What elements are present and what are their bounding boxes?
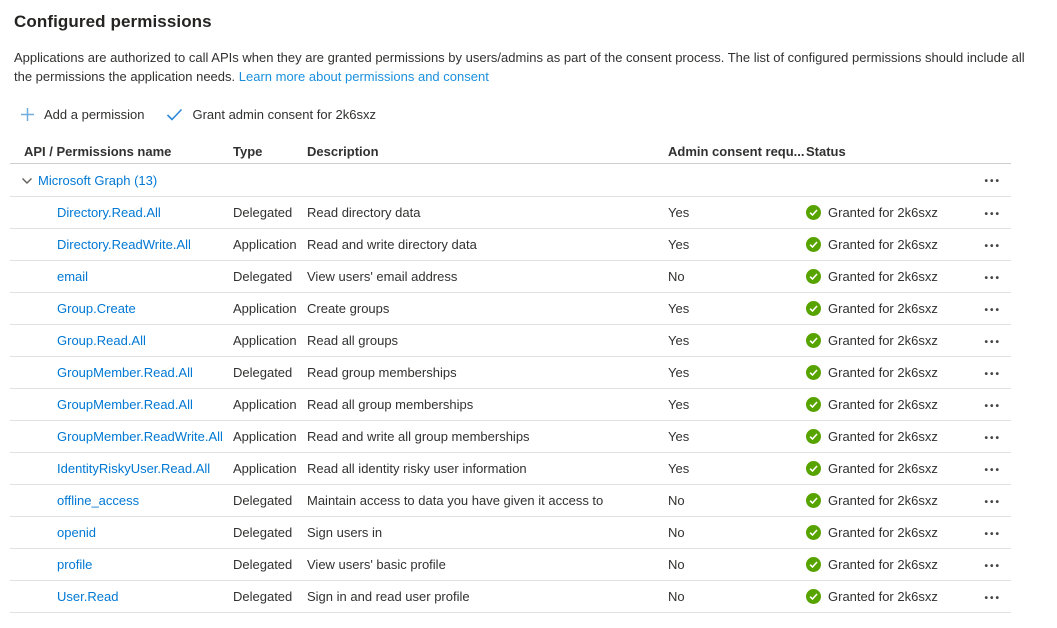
permission-name-link[interactable]: GroupMember.Read.All <box>57 365 193 380</box>
column-header-description: Description <box>307 143 379 159</box>
permission-description: Read directory data <box>307 205 421 220</box>
permission-status <box>806 333 967 348</box>
permission-row <box>10 549 1011 581</box>
permission-status <box>806 269 967 284</box>
status-text: Granted for 2k6sxz <box>828 461 938 476</box>
permission-status <box>806 237 967 252</box>
more-actions-button[interactable] <box>980 364 1005 382</box>
status-text: Granted for 2k6sxz <box>828 429 938 444</box>
permission-type: Delegated <box>233 589 293 604</box>
admin-consent-required-value: No <box>668 589 685 604</box>
granted-check-icon <box>806 365 821 380</box>
permission-name-link[interactable]: Group.Create <box>57 301 136 316</box>
permission-row <box>10 261 1011 293</box>
grant-admin-consent-button[interactable] <box>166 107 376 122</box>
permission-description: Create groups <box>307 301 390 316</box>
permission-name-link[interactable]: offline_access <box>57 493 140 508</box>
granted-check-icon <box>806 269 821 284</box>
admin-consent-required-value: No <box>668 557 685 572</box>
status-text: Granted for 2k6sxz <box>828 301 938 316</box>
permission-status <box>806 589 967 604</box>
column-header-type: Type <box>233 143 263 159</box>
admin-consent-required-value: Yes <box>668 429 690 444</box>
permission-description: Read all identity risky user information <box>307 461 527 476</box>
ellipsis-icon: ••• <box>984 272 1001 284</box>
status-text: Granted for 2k6sxz <box>828 397 938 412</box>
status-text: Granted for 2k6sxz <box>828 205 938 220</box>
more-actions-button[interactable] <box>980 396 1005 414</box>
add-permission-button[interactable] <box>20 107 144 122</box>
more-actions-button[interactable] <box>980 204 1005 222</box>
status-text: Granted for 2k6sxz <box>828 237 938 252</box>
check-icon <box>166 108 183 121</box>
table-header-row <box>10 139 1011 164</box>
permission-name-link[interactable]: Directory.Read.All <box>57 205 161 220</box>
permission-type: Delegated <box>233 493 293 508</box>
permission-description: Read all group memberships <box>307 397 474 412</box>
ellipsis-icon: ••• <box>984 464 1001 476</box>
status-text: Granted for 2k6sxz <box>828 589 938 604</box>
granted-check-icon <box>806 429 821 444</box>
permission-type: Delegated <box>233 525 293 540</box>
permission-name-link[interactable]: IdentityRiskyUser.Read.All <box>57 461 211 476</box>
permission-type: Application <box>233 461 297 476</box>
granted-check-icon <box>806 589 821 604</box>
toolbar <box>20 103 1043 125</box>
ellipsis-icon: ••• <box>984 560 1001 572</box>
permission-status <box>806 493 967 508</box>
permission-name-link[interactable]: profile <box>57 557 93 572</box>
ellipsis-icon: ••• <box>984 336 1001 348</box>
more-actions-button[interactable] <box>980 171 1005 189</box>
ellipsis-icon: ••• <box>984 208 1001 220</box>
ellipsis-icon: ••• <box>984 496 1001 508</box>
permission-status <box>806 365 967 380</box>
granted-check-icon <box>806 557 821 572</box>
permission-description: Read and write directory data <box>307 237 477 252</box>
api-group-link[interactable]: Microsoft Graph (13) <box>38 172 158 188</box>
permission-type: Application <box>233 397 297 412</box>
permission-name-link[interactable]: GroupMember.Read.All <box>57 397 193 412</box>
granted-check-icon <box>806 205 821 220</box>
granted-check-icon <box>806 397 821 412</box>
permission-description: Sign users in <box>307 525 383 540</box>
grant-admin-consent-label: Grant admin consent for 2k6sxz <box>192 106 376 122</box>
permission-type: Delegated <box>233 365 293 380</box>
permission-name-link[interactable]: User.Read <box>57 589 119 604</box>
learn-more-link[interactable]: Learn more about permissions and consent <box>238 69 489 84</box>
more-actions-button[interactable] <box>980 428 1005 446</box>
more-actions-button[interactable] <box>980 524 1005 542</box>
permission-row <box>10 197 1011 229</box>
status-text: Granted for 2k6sxz <box>828 333 938 348</box>
more-actions-button[interactable] <box>980 588 1005 606</box>
column-header-status: Status <box>806 143 846 159</box>
table-body <box>10 197 1011 613</box>
permission-row <box>10 421 1011 453</box>
permission-type: Delegated <box>233 269 293 284</box>
permission-row <box>10 389 1011 421</box>
permission-status <box>806 461 967 476</box>
ellipsis-icon: ••• <box>984 304 1001 316</box>
ellipsis-icon: ••• <box>984 528 1001 540</box>
permission-description: Read group memberships <box>307 365 457 380</box>
permission-description: Maintain access to data you have given it access to <box>307 493 604 508</box>
more-actions-button[interactable] <box>980 268 1005 286</box>
admin-consent-required-value: Yes <box>668 237 690 252</box>
permission-description: Read and write all group memberships <box>307 429 530 444</box>
admin-consent-required-value: No <box>668 525 685 540</box>
page-title: Configured permissions <box>14 12 212 31</box>
admin-consent-required-value: Yes <box>668 301 690 316</box>
api-group-row <box>10 164 1011 197</box>
permission-name-link[interactable]: openid <box>57 525 97 540</box>
admin-consent-required-value: No <box>668 493 685 508</box>
permission-description: Read all groups <box>307 333 399 348</box>
permission-name-link[interactable]: email <box>57 269 89 284</box>
ellipsis-icon: ••• <box>984 400 1001 412</box>
permission-status <box>806 301 967 316</box>
granted-check-icon <box>806 461 821 476</box>
permission-status <box>806 557 967 572</box>
column-header-api-permissions-name: API / Permissions name <box>24 143 172 159</box>
more-actions-button[interactable] <box>980 236 1005 254</box>
granted-check-icon <box>806 493 821 508</box>
admin-consent-required-value: Yes <box>668 333 690 348</box>
permission-type: Delegated <box>233 205 293 220</box>
more-actions-button[interactable] <box>980 332 1005 350</box>
permission-type: Application <box>233 237 297 252</box>
ellipsis-icon: ••• <box>984 432 1001 444</box>
permission-name-link[interactable]: Directory.ReadWrite.All <box>57 237 191 252</box>
permission-description: Sign in and read user profile <box>307 589 470 604</box>
ellipsis-icon: ••• <box>984 240 1001 252</box>
permission-status <box>806 525 967 540</box>
add-permission-label: Add a permission <box>44 106 145 122</box>
granted-check-icon <box>806 333 821 348</box>
permission-status <box>806 397 967 412</box>
granted-check-icon <box>806 301 821 316</box>
permissions-table <box>10 139 1011 613</box>
admin-consent-required-value: Yes <box>668 205 690 220</box>
ellipsis-icon: ••• <box>984 368 1001 380</box>
status-text: Granted for 2k6sxz <box>828 557 938 572</box>
admin-consent-required-value: No <box>668 269 685 284</box>
permission-row <box>10 229 1011 261</box>
admin-consent-required-value: Yes <box>668 365 690 380</box>
status-text: Granted for 2k6sxz <box>828 269 938 284</box>
granted-check-icon <box>806 237 821 252</box>
permission-type: Application <box>233 429 297 444</box>
more-actions-button[interactable] <box>980 492 1005 510</box>
permission-row <box>10 293 1011 325</box>
permission-row <box>10 517 1011 549</box>
granted-check-icon <box>806 525 821 540</box>
admin-consent-required-value: Yes <box>668 397 690 412</box>
more-actions-button[interactable] <box>980 460 1005 478</box>
ellipsis-icon: ••• <box>984 592 1001 604</box>
permission-type: Application <box>233 301 297 316</box>
status-text: Granted for 2k6sxz <box>828 365 938 380</box>
admin-consent-required-value: Yes <box>668 461 690 476</box>
more-actions-button[interactable] <box>980 556 1005 574</box>
permission-name-link[interactable]: Group.Read.All <box>57 333 146 348</box>
permission-row <box>10 325 1011 357</box>
permission-status <box>806 429 967 444</box>
column-header-admin-consent: Admin consent requ... <box>668 143 805 159</box>
permission-row <box>10 485 1011 517</box>
more-actions-button[interactable] <box>980 300 1005 318</box>
ellipsis-icon: ••• <box>984 176 1001 187</box>
permission-type: Delegated <box>233 557 293 572</box>
status-text: Granted for 2k6sxz <box>828 525 938 540</box>
description-text: Applications are authorized to call APIs when they are granted permissions by users/admins as part of the consent process. The list of configured permissions should include all the permissions the application needs. <box>14 50 1025 84</box>
plus-icon <box>20 107 35 122</box>
permission-description: View users' basic profile <box>307 557 446 572</box>
status-text: Granted for 2k6sxz <box>828 493 938 508</box>
permission-row <box>10 357 1011 389</box>
description <box>14 48 1036 86</box>
permission-type: Application <box>233 333 297 348</box>
permission-status <box>806 205 967 220</box>
permission-row <box>10 453 1011 485</box>
chevron-down-icon[interactable] <box>21 175 33 187</box>
permission-row <box>10 581 1011 613</box>
permission-name-link[interactable]: GroupMember.ReadWrite.All <box>57 429 223 444</box>
permission-description: View users' email address <box>307 269 458 284</box>
